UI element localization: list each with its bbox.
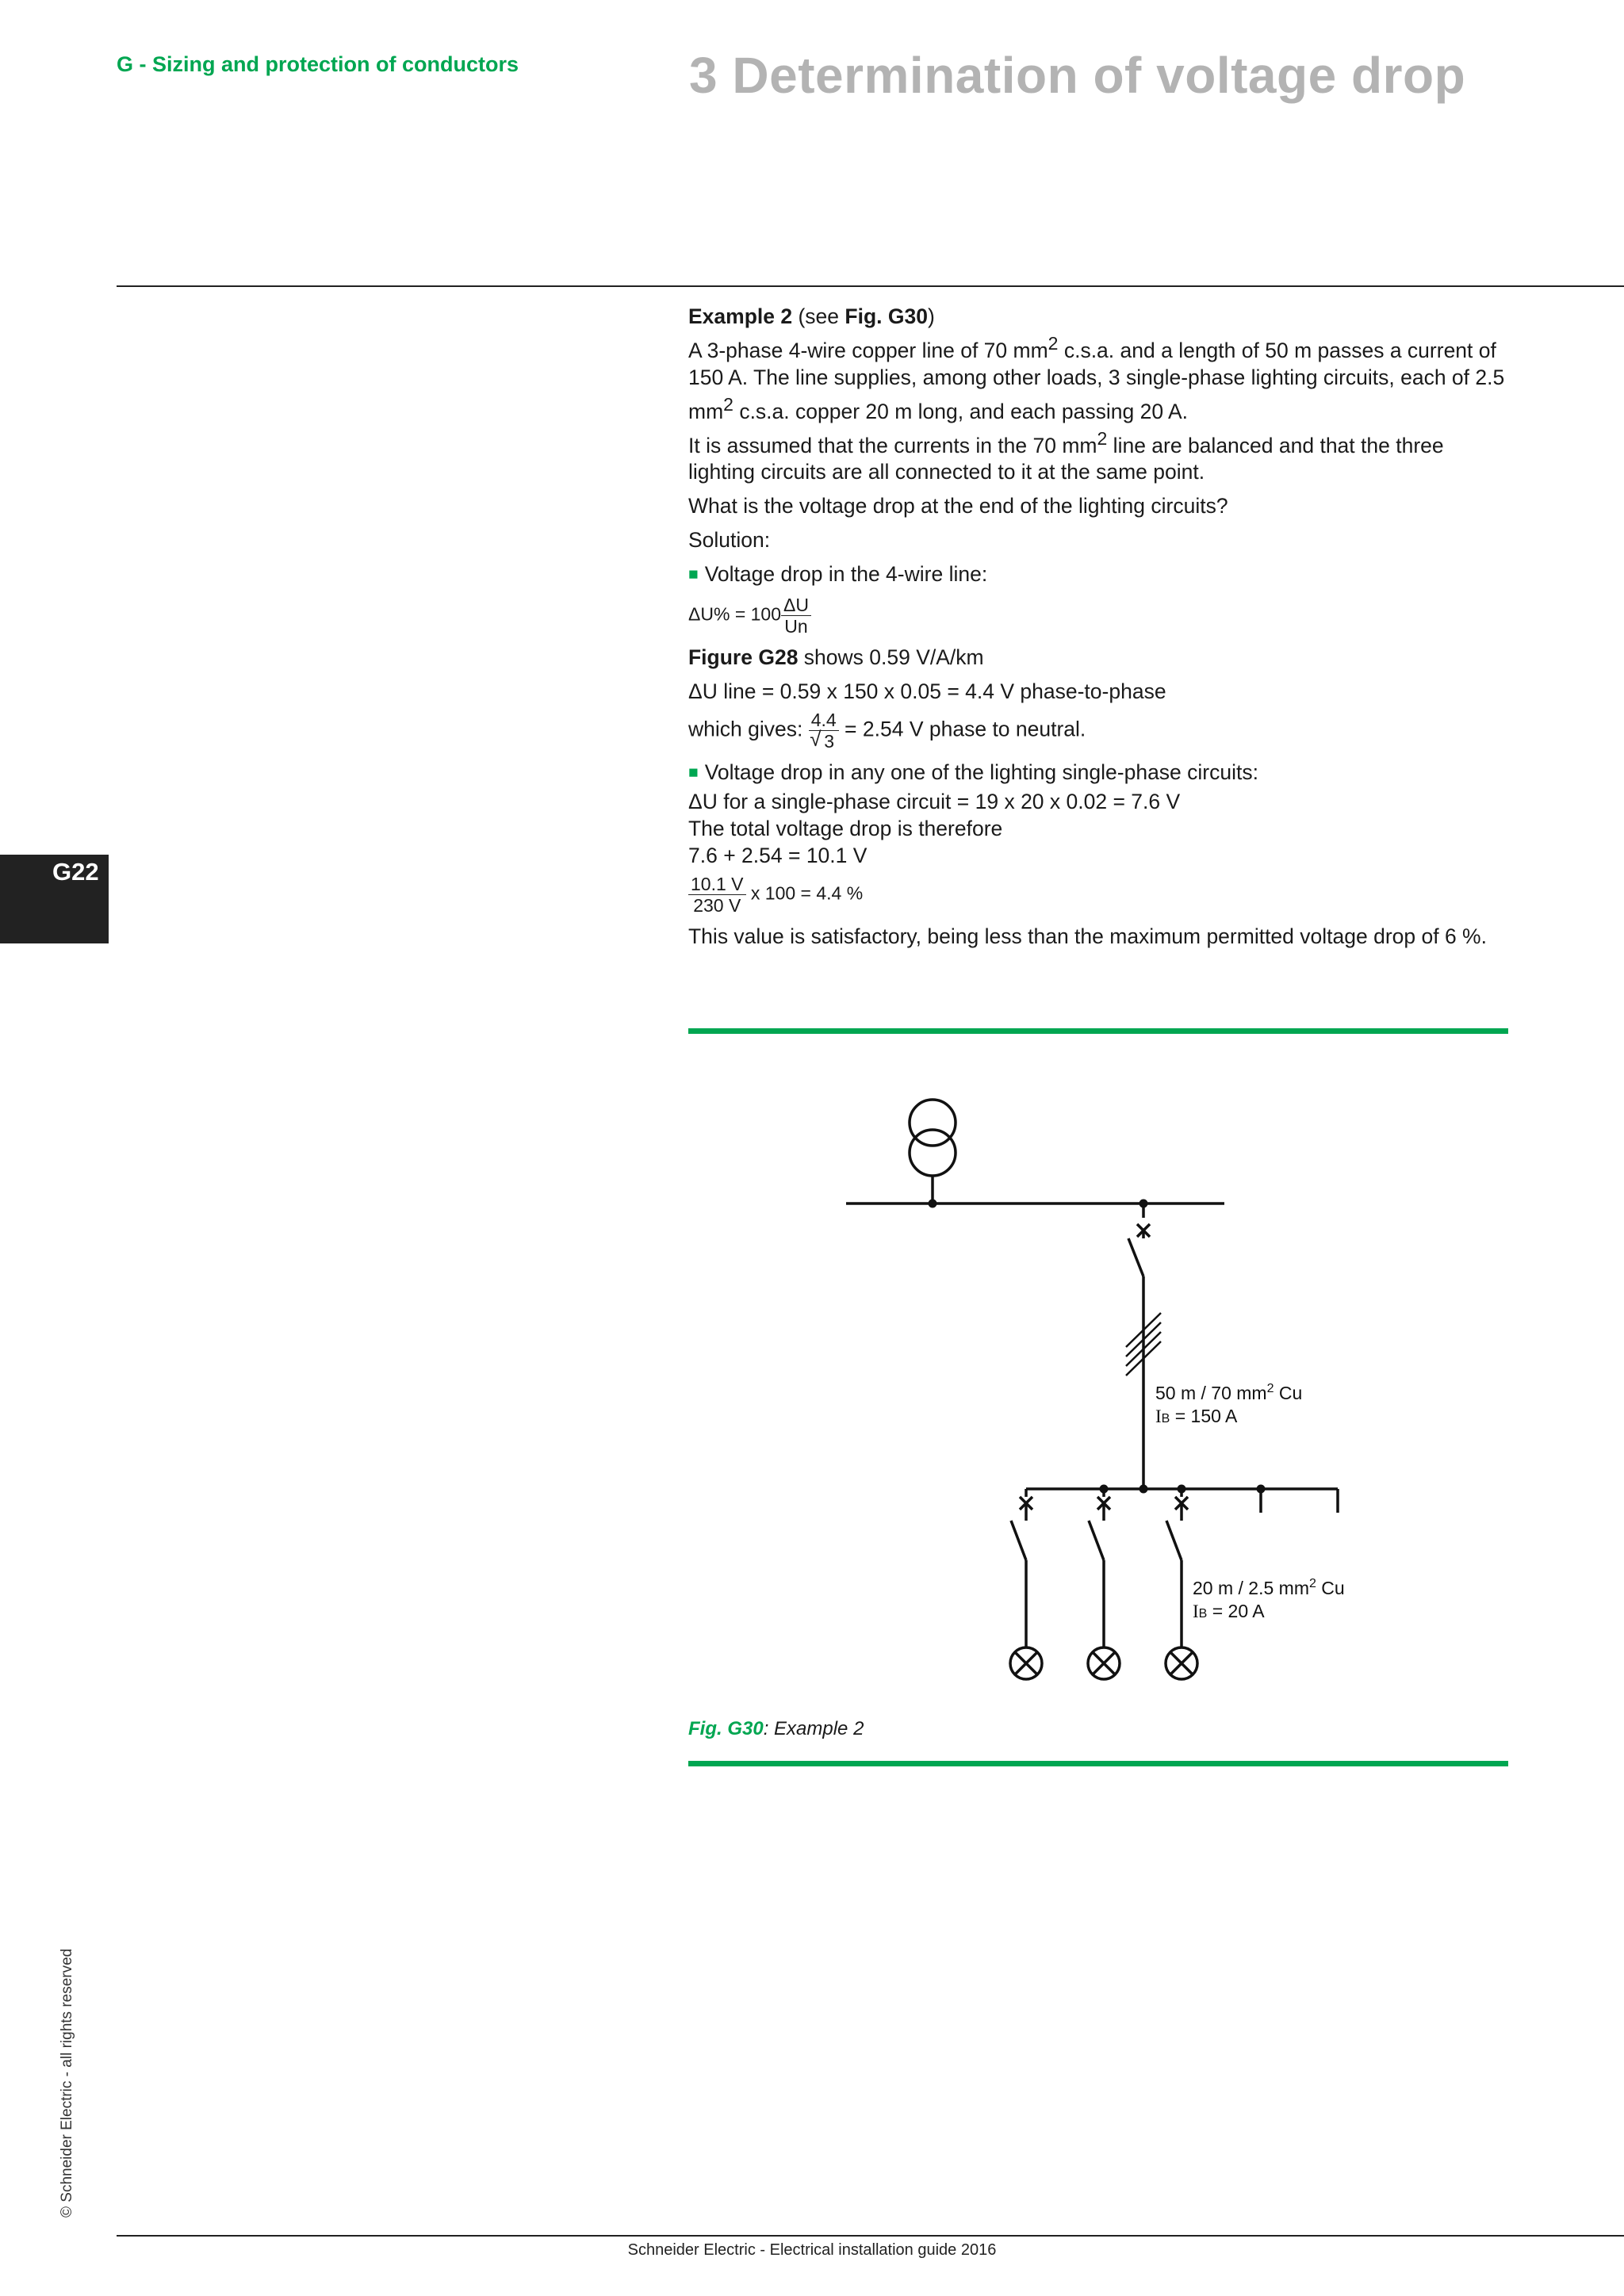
branch-1-switch [1011,1521,1026,1560]
branch-2-switch [1089,1521,1104,1560]
du-line-calculation: ΔU line = 0.59 x 150 x 0.05 = 4.4 V phase-to-phase [688,679,1166,704]
chapter-title: 3 Determination of voltage drop [689,47,1466,104]
example-paragraph-1: A 3-phase 4-wire copper line of 70 $mm^2$ c.s.a. and a length of 50 m passes a current of 150 A. The line supplies, among other loads, 3 single-phase lighting circuits, each of 2.5 $mm^2$ c.s.a. copper 20 m long, and each passing 20 A. [688,333,1505,423]
figure-top-rule [688,1028,1508,1034]
figure-bottom-rule [688,1761,1508,1766]
copyright-notice: © Schneider Electric - all rights reserved [59,1948,75,2218]
footer-divider [117,2235,1624,2237]
total-drop-text: The total voltage drop is therefore [688,817,1003,841]
example-heading: Example 2 (see Fig. G30) [688,304,935,328]
junction-dot [1178,1485,1186,1494]
bullet-item-1: ■ Voltage drop in the 4-wire line: [688,562,988,587]
example-paragraph-2: It is assumed that the currents in the 70 $mm^2$ line are balanced and that the three lighting circuits are all connected to it at the same point. [688,427,1444,484]
bullet-square-icon: ■ [688,763,699,783]
circuit-diagram [688,1034,1508,1732]
footer-guide-title: Schneider Electric - Electrical installation guide 2016 [627,2241,997,2259]
conclusion: This value is satisfactory, being less than the maximum permitted voltage drop of 6 %. [688,924,1487,949]
branch-line-current: IB = 20 A [1193,1601,1265,1621]
bullet-item-2: ■ Voltage drop in any one of the lighting single-phase circuits: [688,760,1258,785]
percent-drop-calculation: $\frac{10.1 V}{230 V}$ x 100 = 4.4 % [688,874,1513,916]
solution-label: Solution: [688,528,771,553]
formula-voltage-drop-percent: ΔU% = 100 $\frac{\Delta U}{Un}$ [688,595,1513,637]
junction-dot [1139,1200,1148,1208]
transformer-primary-winding [910,1100,956,1146]
main-line-current: IB = 150 A [1155,1406,1238,1426]
junction-dot [1139,1485,1148,1494]
main-line-label: 50 m / 70 $mm^2$ Cu [1155,1382,1303,1403]
page-number-tab [0,855,109,943]
junction-dot [1257,1485,1266,1494]
lamp-1-icon [1010,1647,1042,1679]
bullet-square-icon: ■ [688,565,699,584]
total-drop-sum: 7.6 + 2.54 = 10.1 V [688,844,868,868]
lamp-2-icon [1088,1647,1120,1679]
transformer-secondary-winding [910,1130,956,1176]
figure-g28-reference: Figure G28 shows 0.59 V/A/km [688,645,984,670]
section-label: G - Sizing and protection of conductors [117,52,519,76]
question: What is the voltage drop at the end of the lighting circuits? [688,494,1228,519]
du-single-phase-calculation: ΔU for a single-phase circuit = 19 x 20 x 0.02 = 7.6 V [688,790,1181,814]
junction-dot [1100,1485,1109,1494]
lamp-3-icon [1166,1647,1197,1679]
branch-line-label: 20 m / 2.5 $mm^2$ Cu [1193,1577,1345,1598]
page-number: G22 [52,858,99,886]
example-text [688,303,1513,950]
feeder-switch [1128,1238,1143,1276]
figure-caption: Fig. G30: Example 2 [688,1718,864,1739]
junction-dot [929,1200,937,1208]
phase-to-neutral-calculation: which gives: 4.4 √ 3 = 2.54 V phase to neutral. [688,710,1513,752]
header-divider [117,285,1624,287]
branch-3-switch [1166,1521,1182,1560]
